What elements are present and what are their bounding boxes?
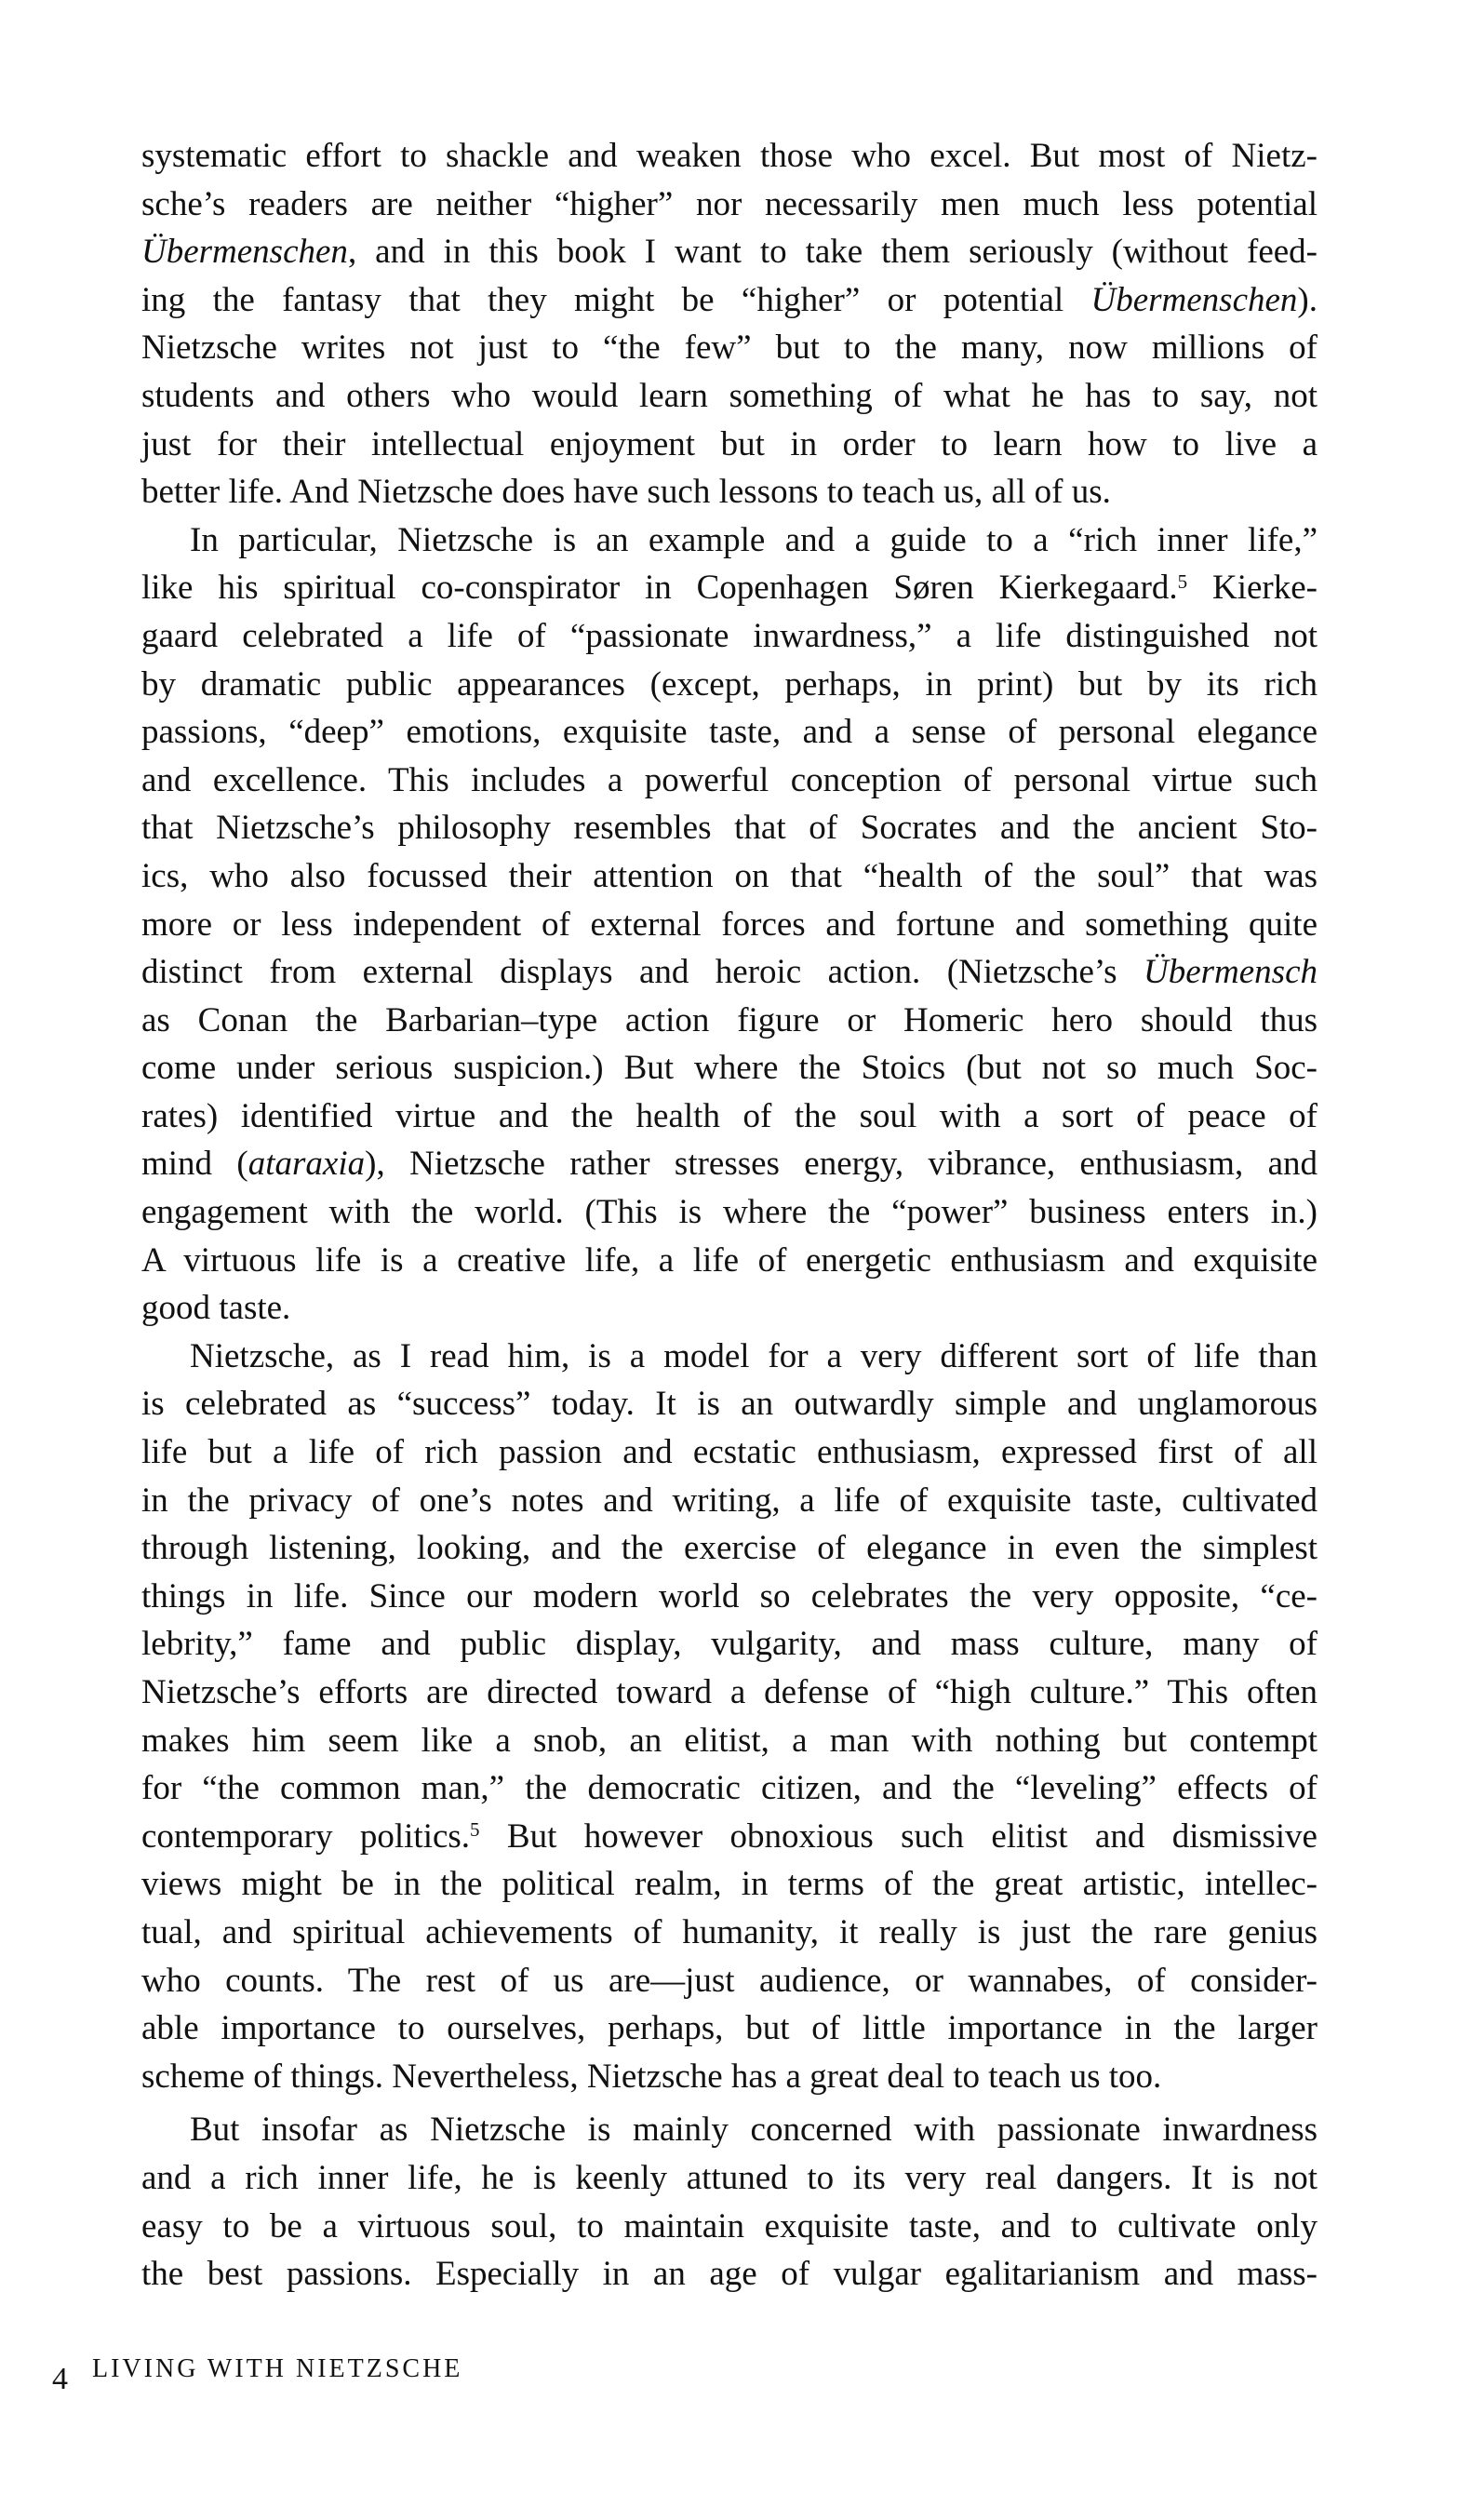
text-run: good taste. (141, 1289, 291, 1328)
text-line (141, 1573, 1318, 1621)
text-run: easy to be a virtuous soul, to maintain exquisite taste, and to cultivate only (141, 2206, 1318, 2245)
text-run: as Conan the Barbarian–type action figure or Homeric hero should thus (141, 1000, 1318, 1039)
text-run: gaard celebrated a life of “passionate inwardness,” a life distinguished not (141, 616, 1318, 655)
text-run: who counts. The rest of us are—just audience, or wannabes, of consider- (141, 1961, 1318, 2000)
text-line (141, 1524, 1318, 1573)
text-line (141, 421, 1318, 469)
footnote-marker: 5 (470, 1818, 480, 1842)
text-run: ), Nietzsche rather stresses energy, vibrance, enthusiasm, and (365, 1145, 1318, 1184)
text-line (141, 516, 1318, 565)
text-run: A virtuous life is a creative life, a life of energetic enthusiasm and exquisite (141, 1240, 1318, 1280)
text-run: But however obnoxious such elitist and dismissive (479, 1816, 1318, 1856)
text-line (141, 372, 1318, 421)
text-run: by dramatic public appearances (except, perhaps, in print) but by its rich (141, 664, 1318, 704)
text-run: and excellence. This includes a powerful conception of personal virtue such (141, 760, 1318, 799)
text-run: ing the fantasy that they might be “higher” or potential (141, 280, 1091, 319)
italic-term: Übermenschen (1090, 280, 1298, 319)
text-run: the best passions. Especially in an age of vulgar egalitarianism and mass- (141, 2255, 1318, 2294)
text-run: Nietzsche’s efforts are directed toward a defense of “high culture.” This often (141, 1673, 1318, 1711)
text-line (141, 2203, 1318, 2251)
text-line (141, 228, 1318, 276)
text-line (141, 1188, 1318, 1237)
text-line (141, 2106, 1318, 2154)
text-line (141, 132, 1318, 181)
page-body (141, 132, 1318, 2299)
text-run: views might be in the political realm, in terms of the great artistic, intellec- (141, 1865, 1318, 1904)
text-line (141, 1380, 1318, 1428)
text-line (141, 661, 1318, 709)
text-line (141, 997, 1318, 1045)
italic-term: ataraxia (247, 1145, 366, 1184)
text-run: distinct from external displays and heroic action. (Nietzsche’s (141, 953, 1144, 992)
text-run: sche’s readers are neither “higher” nor necessarily men much less potential (141, 184, 1318, 223)
text-line (141, 2004, 1318, 2053)
text-line (141, 181, 1318, 229)
text-line (141, 324, 1318, 372)
text-run: systematic effort to shackle and weaken those who excel. But most of Nietz- (141, 137, 1318, 175)
text-run: Nietzsche, as I read him, is a model for a very different sort of life than (190, 1336, 1318, 1375)
text-run: , and in this book I want to take them seriously (without feed- (347, 233, 1318, 272)
text-run: through listening, looking, and the exercise of elegance in even the simplest (141, 1529, 1318, 1568)
text-line (141, 468, 1318, 516)
text-run: like his spiritual co-conspirator in Copenhagen Søren Kierkegaard. (141, 569, 1178, 608)
text-line (141, 1044, 1318, 1092)
text-line (141, 1092, 1318, 1141)
text-run: ). (1297, 280, 1318, 319)
text-line (141, 2154, 1318, 2203)
text-run: just for their intellectual enjoyment but in order to learn how to live a (141, 424, 1318, 463)
text-line (141, 708, 1318, 757)
text-line (141, 1284, 1318, 1333)
text-line (141, 1237, 1318, 1285)
text-run: is celebrated as “success” today. It is an outwardly simple and unglamorous (141, 1385, 1318, 1424)
running-head: LIVING WITH NIETZSCHE (92, 2354, 463, 2383)
text-line (141, 1333, 1318, 1381)
text-run: Kierke- (1187, 569, 1318, 608)
text-run: makes him seem like a snob, an elitist, a man with nothing but contempt (141, 1721, 1318, 1760)
text-line (141, 1477, 1318, 1525)
text-run: ics, who also focussed their attention on that “health of the soul” that was (141, 856, 1318, 895)
text-line (141, 757, 1318, 805)
text-line (141, 1860, 1318, 1909)
text-run: more or less independent of external forces and fortune and something quite (141, 905, 1318, 944)
text-run: lebrity,” fame and public display, vulgarity, and mass culture, many of (141, 1625, 1318, 1664)
text-run: life but a life of rich passion and ecstatic enthusiasm, expressed first of all (141, 1433, 1318, 1472)
text-run: scheme of things. Nevertheless, Nietzsche has a great deal to teach us too. (141, 2057, 1162, 2096)
text-line (141, 1957, 1318, 2005)
text-run: But insofar as Nietzsche is mainly concerned with passionate inwardness (190, 2111, 1318, 2150)
text-line (141, 1717, 1318, 1765)
text-line (141, 2053, 1318, 2101)
text-run: Nietzsche writes not just to “the few” but to the many, now millions of (141, 328, 1318, 368)
text-run: and a rich inner life, he is keenly attuned to its very real dangers. It is not (141, 2158, 1318, 2197)
text-run: come under serious suspicion.) But where the Stoics (but not so much Soc- (141, 1049, 1318, 1088)
text-run: better life. And Nietzsche does have such lessons to teach us, all of us. (141, 473, 1111, 512)
text-line (141, 276, 1318, 325)
text-run: passions, “deep” emotions, exquisite taste, and a sense of personal elegance (141, 713, 1318, 752)
text-line (141, 901, 1318, 949)
text-line (141, 948, 1318, 997)
text-run: able importance to ourselves, perhaps, but of little importance in the larger (141, 2009, 1318, 2048)
text-line (141, 1764, 1318, 1813)
text-line (141, 1909, 1318, 1957)
text-line (141, 804, 1318, 852)
text-line (141, 1669, 1318, 1717)
text-run: rates) identified virtue and the health of the soul with a sort of peace of (141, 1096, 1318, 1135)
text-run: students and others who would learn something of what he has to say, not (141, 376, 1318, 415)
text-line (141, 1428, 1318, 1477)
text-run: In particular, Nietzsche is an example and a guide to a “rich inner life,” (190, 520, 1318, 559)
text-run: things in life. Since our modern world so celebrates the very opposite, “ce- (141, 1576, 1318, 1615)
text-line (141, 612, 1318, 661)
text-run: contemporary politics. (141, 1816, 471, 1856)
text-line (141, 2250, 1318, 2299)
italic-term: Übermenschen (141, 233, 348, 272)
footnote-marker: 5 (1177, 570, 1188, 594)
italic-term: Übermensch (1143, 953, 1318, 992)
text-run: mind ( (141, 1145, 248, 1184)
text-line (141, 1813, 1318, 1861)
text-line (141, 1140, 1318, 1188)
text-run: tual, and spiritual achievements of humanity, it really is just the rare genius (141, 1912, 1318, 1951)
page-number: 4 (52, 2362, 68, 2396)
text-line (141, 852, 1318, 901)
text-line (141, 564, 1318, 612)
text-run: for “the common man,” the democratic citizen, and the “leveling” effects of (141, 1769, 1318, 1808)
text-run: engagement with the world. (This is where the “power” business enters in.) (141, 1193, 1318, 1232)
text-run: that Nietzsche’s philosophy resembles that of Socrates and the ancient Sto- (141, 809, 1318, 848)
text-run: in the privacy of one’s notes and writing, a life of exquisite taste, cultivated (141, 1481, 1318, 1520)
text-line (141, 1620, 1318, 1669)
